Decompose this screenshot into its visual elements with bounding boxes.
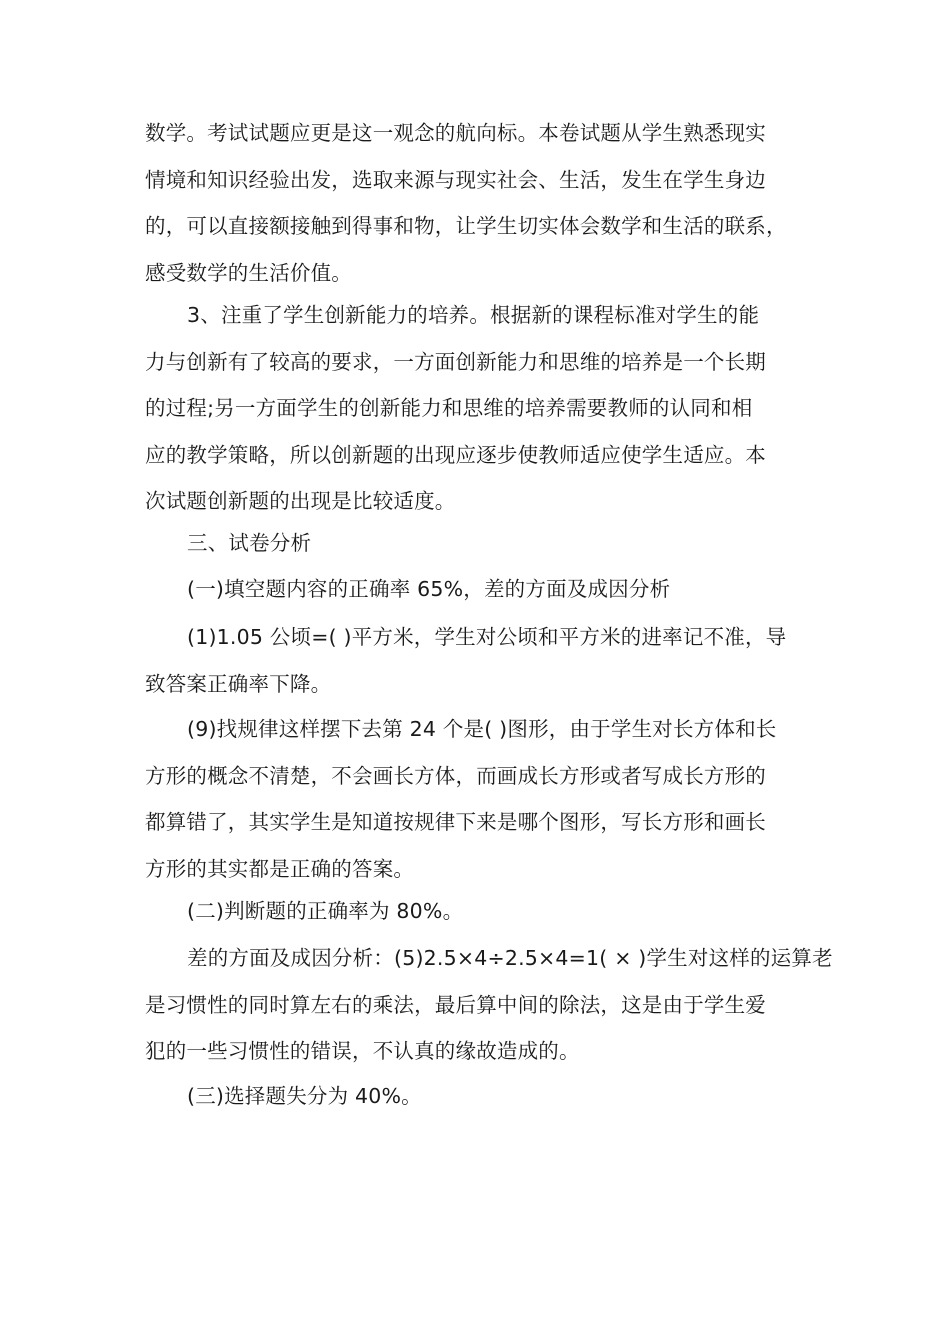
- text-line: 致答案正确率下降。: [145, 671, 332, 696]
- text-line: (1)1.05 公顷=( )平方米，学生对公顷和平方米的进率记不准，导: [187, 625, 787, 649]
- text-line: 应的教学策略，所以创新题的出现应逐步使教师适应使学生适应。本: [145, 442, 766, 467]
- text-line: 力与创新有了较高的要求，一方面创新能力和思维的培养是一个长期: [145, 349, 766, 374]
- text-line: (9)找规律这样摆下去第 24 个是( )图形，由于学生对长方体和长: [187, 717, 777, 741]
- paragraph-fill-in-blank: [145, 566, 835, 613]
- text-line: 犯的一些习惯性的错误，不认真的缘故造成的。: [145, 1039, 580, 1063]
- text-line: 感受数学的生活价值。: [145, 260, 352, 285]
- text-line: (三)选择题失分为 40%。: [187, 1084, 422, 1108]
- text-line: 情境和知识经验出发，选取来源与现实社会、生活，发生在学生身边: [145, 167, 766, 192]
- text-line: 方形的其实都是正确的答案。: [145, 856, 415, 881]
- text-line: (一)填空题内容的正确率 65%，差的方面及成因分析: [187, 577, 671, 601]
- section-heading: 三、试卷分析: [187, 531, 312, 555]
- text-line: 3、注重了学生创新能力的培养。根据新的课程标准对学生的能: [187, 303, 760, 327]
- text-line: 数学。考试试题应更是这一观念的航向标。本卷试题从学生熟悉现实: [145, 121, 766, 145]
- text-line: 的过程;另一方面学生的创新能力和思维的培养需要教师的认同和相: [145, 396, 753, 420]
- paragraph-error-analysis: [145, 935, 835, 1075]
- text-line: 差的方面及成因分析：(5)2.5×4÷2.5×4=1( × )学生对这样的运算老: [187, 946, 833, 970]
- paragraph-item-1: [145, 614, 835, 707]
- text-line: 次试题创新题的出现是比较适度。: [145, 489, 456, 513]
- paragraph-item-9: [145, 706, 835, 892]
- paragraph-innovation-ability: [145, 292, 835, 525]
- section-heading-paper-analysis: [145, 520, 835, 567]
- text-line: 的，可以直接额接触到得事和物，让学生切实体会数学和生活的联系，: [145, 214, 787, 238]
- text-line: 都算错了，其实学生是知道按规律下来是哪个图形，写长方形和画长: [145, 810, 766, 834]
- text-line: 是习惯性的同时算左右的乘法，最后算中间的除法，这是由于学生爱: [145, 992, 766, 1017]
- paragraph-multiple-choice: [145, 1073, 835, 1120]
- text-line: 方形的概念不清楚，不会画长方体，而画成长方形或者写成长方形的: [145, 763, 766, 788]
- paragraph-real-life-context: [145, 110, 835, 296]
- paragraph-true-false: [145, 888, 835, 935]
- text-line: (二)判断题的正确率为 80%。: [187, 899, 464, 923]
